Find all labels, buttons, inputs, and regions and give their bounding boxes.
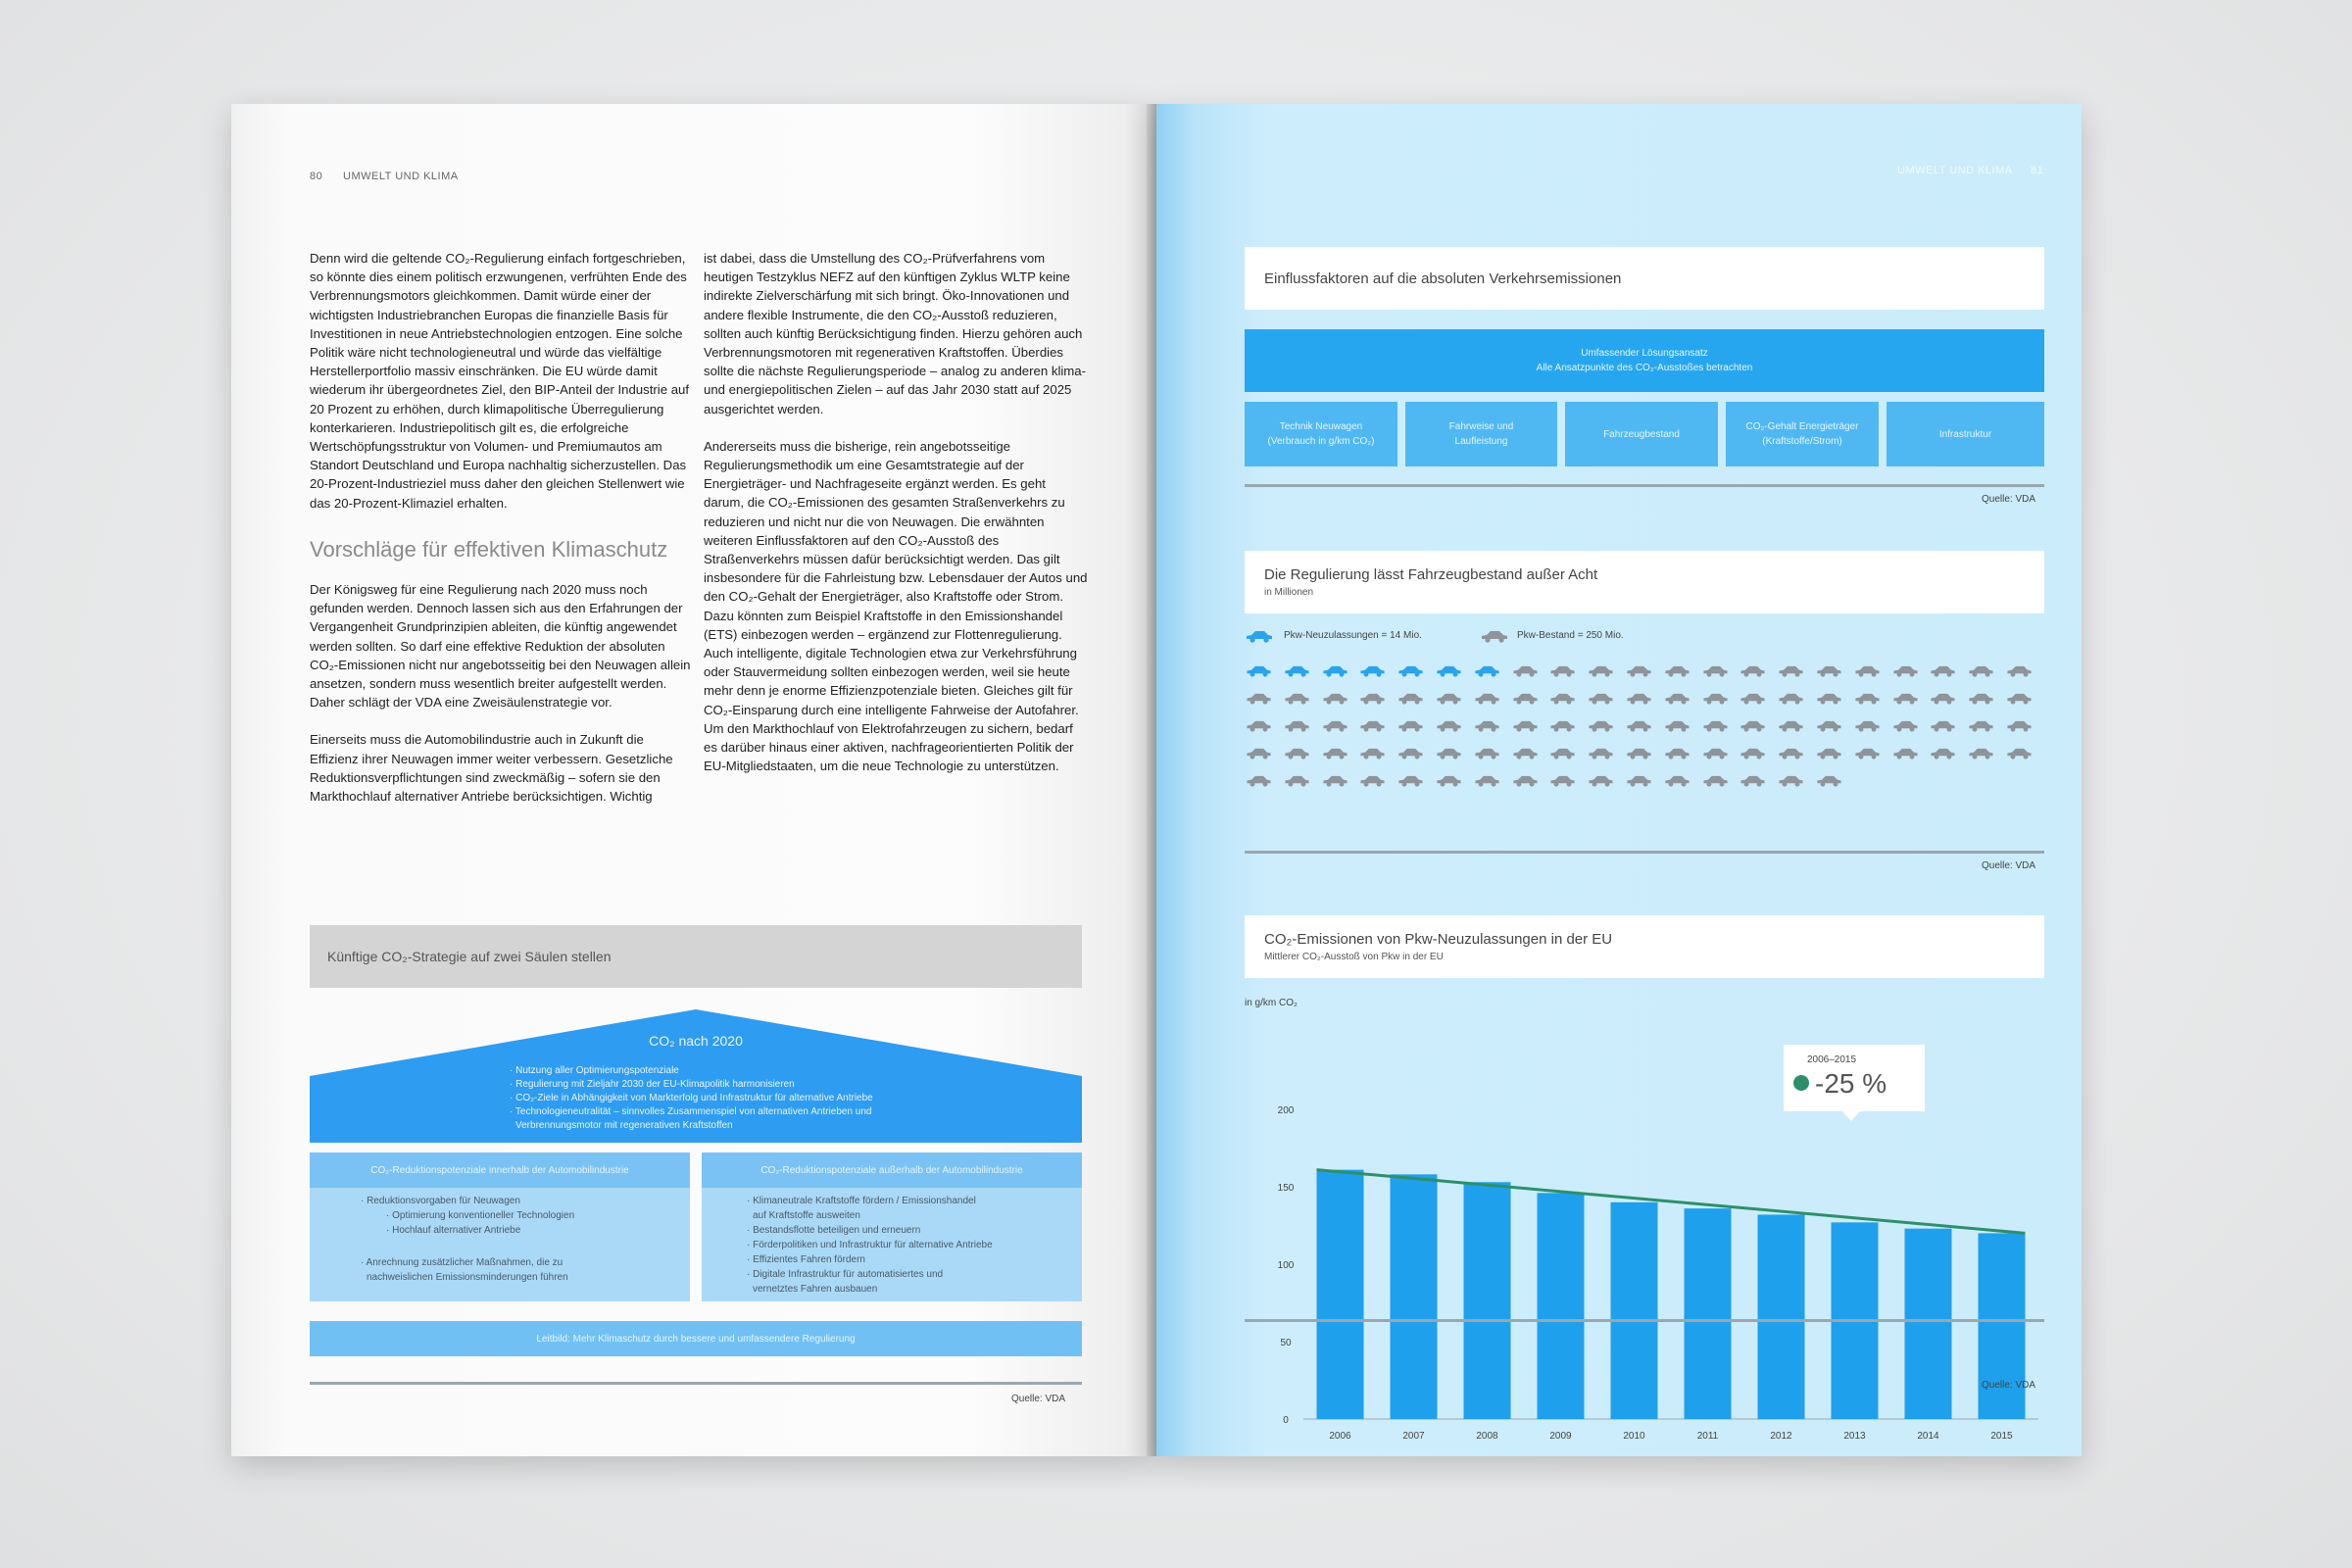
car-icon-stock — [2005, 692, 2034, 705]
roof-title: CO₂ nach 2020 — [649, 1033, 743, 1049]
roof-item: · Nutzung aller Optimierungspotenziale — [510, 1065, 679, 1076]
source-note: Quelle: VDA — [1982, 494, 2036, 505]
car-icon-new — [1358, 664, 1387, 677]
bar-2011 — [1685, 1208, 1732, 1419]
car-icon-stock — [1435, 774, 1463, 787]
roof-item: Verbrennungsmotor mit regenerativen Kraftstoffen — [515, 1120, 733, 1131]
factor-box: Technik Neuwagen (Verbrauch in g/km CO₂) — [1245, 402, 1397, 466]
pillar-item: · Optimierung konventioneller Technologien — [386, 1210, 575, 1221]
car-icon-stock — [1511, 774, 1540, 787]
factor-box: CO₂-Gehalt Energieträger (Kraftstoffe/Strom) — [1726, 402, 1879, 466]
legend-stock: Pkw-Bestand = 250 Mio. — [1517, 630, 1624, 641]
car-icon-stock — [1663, 747, 1691, 760]
car-icon-stock — [1245, 719, 1273, 732]
paragraph: Der Königsweg für eine Regulierung nach 2020 muss noch gefunden werden. Dennoch lassen sich aus den Erfahrungen der Vergangenheit Grundprinzipien ableiten, die künftig angewendet werden sollten. So darf eine effektive Reduktion der absoluten CO₂-Emissionen nicht nur angebotsseitig bei den Neuwagen allein ansetzen, sondern muss wesentlich breiter aufgestellt werden. Daher schlägt der VDA eine Zweisäulenstrategie vor. — [310, 582, 691, 710]
car-icon-stock — [1396, 774, 1425, 787]
bar-2015 — [1979, 1233, 2026, 1419]
car-icon-stock — [1663, 719, 1691, 732]
car-icon-stock — [1511, 719, 1540, 732]
y-axis-unit: in g/km CO₂ — [1245, 998, 1298, 1008]
callout-period: 2006–2015 — [1807, 1054, 1857, 1065]
callout-pointer — [1842, 1111, 1860, 1121]
car-icon-new — [1396, 664, 1425, 677]
car-icon-stock — [1777, 719, 1805, 732]
car-icon-stock — [1283, 692, 1311, 705]
car-icon-stock — [1473, 719, 1501, 732]
car-icon-stock — [1396, 719, 1425, 732]
car-icon-stock — [1625, 719, 1653, 732]
car-icon-stock — [1777, 664, 1805, 677]
y-tick-label: 0 — [1283, 1415, 1289, 1426]
car-icon-stock — [1245, 774, 1273, 787]
subheading: Vorschläge für effektiven Klimaschutz — [310, 537, 668, 562]
factor-box: Infrastruktur — [1886, 402, 2044, 466]
car-icon — [1480, 629, 1509, 643]
car-icon-stock — [1777, 774, 1805, 787]
car-icon-stock — [1701, 747, 1730, 760]
car-icon-stock — [1511, 747, 1540, 760]
car-icon-stock — [1358, 692, 1387, 705]
car-icon-stock — [1321, 719, 1349, 732]
car-icon-stock — [1701, 774, 1730, 787]
car-icon-stock — [1853, 692, 1882, 705]
car-icon-stock — [1587, 774, 1615, 787]
roof-list — [510, 1064, 960, 1133]
bar-2014 — [1905, 1229, 1952, 1419]
pillar-left-title: CO₂-Reduktionspotenziale innerhalb der Automobilindustrie — [310, 1152, 690, 1188]
car-icon-stock — [1701, 692, 1730, 705]
right-page — [1156, 104, 2082, 1456]
roof-item: · Regulierung mit Zieljahr 2030 der EU-Klimapolitik harmonisieren — [510, 1079, 795, 1090]
x-tick-label: 2013 — [1843, 1431, 1866, 1442]
car-icon-stock — [1701, 719, 1730, 732]
pillar-item: · Reduktionsvorgaben für Neuwagen — [361, 1196, 520, 1206]
car-icon-stock — [1435, 747, 1463, 760]
car-icon-stock — [1891, 664, 1920, 677]
pillar-item: · Digitale Infrastruktur für automatisiertes und — [747, 1269, 944, 1280]
car-icon-stock — [1739, 692, 1767, 705]
divider — [1245, 484, 2044, 487]
car-icon-stock — [1929, 747, 1957, 760]
car-icon-stock — [1283, 719, 1311, 732]
car-icon-stock — [1358, 774, 1387, 787]
divider — [1245, 1319, 2044, 1322]
fleet-title — [1245, 551, 2044, 613]
car-icon-stock — [1511, 664, 1540, 677]
pillar-item: · Hochlauf alternativer Antriebe — [386, 1225, 521, 1236]
car-icon-stock — [1358, 719, 1387, 732]
bar-2008 — [1464, 1182, 1511, 1419]
pillar-item: vernetztes Fahren ausbauen — [753, 1284, 878, 1295]
car-icon-stock — [1739, 664, 1767, 677]
car-icon-stock — [1321, 692, 1349, 705]
car-icon-stock — [1967, 664, 1995, 677]
roof-item: · Technologieneutralität – sinnvolles Zusammenspiel von alternativen Antrieben und — [510, 1106, 872, 1117]
section-header-right: UMWELT UND KLIMA — [1897, 165, 2013, 176]
car-icon-stock — [1663, 774, 1691, 787]
car-icon-stock — [1625, 747, 1653, 760]
paragraph: Denn wird die geltende CO₂-Regulierung einfach fortgeschrieben, so könnte dies einem politisch erzwungenen, verfrühten Ende des Verbrennungsmotors gleichkommen. Damit würde einer der wichtigsten Industriebranchen Europas die finanzielle Basis für Investitionen in neue Antriebstechnologien entzogen. Eine solche Politik wäre nicht technologieneutral und würde das vielfältige Herstellerportfolio massiv einschränken. Die EU würde damit wiederum ihr übergeordnetes Ziel, den BIP-Anteil der Industrie auf 20 Prozent zu erhöhen, durch klimapolitische Überregulierung konterkarieren. Industriepolitisch gilt es, die erfolgreiche Wertschöpfungsstruktur von Volumen- und Premiumautos am Standort Deutschland und Europa nachhaltig sicherzustellen. Das 20-Prozent-Industrieziel muss daher den gleichen Stellenwert wie das 20-Prozent-Klimaziel erhalten. — [310, 251, 690, 511]
bar-2012 — [1758, 1214, 1805, 1419]
car-icon-new — [1245, 664, 1273, 677]
car-icon-stock — [1891, 719, 1920, 732]
car-icon-stock — [1777, 692, 1805, 705]
column-2 — [704, 249, 1088, 794]
factors-boxes — [1245, 402, 2044, 466]
divider — [1245, 851, 2044, 854]
car-grid — [1245, 664, 2044, 811]
car-icon-stock — [1891, 692, 1920, 705]
car-icon-stock — [1853, 747, 1882, 760]
car-icon-stock — [1891, 747, 1920, 760]
emissions-subtitle: Mittlerer CO₂-Ausstoß von Pkw in der EU — [1264, 952, 1444, 962]
y-tick-label: 50 — [1280, 1338, 1292, 1348]
car-icon-stock — [1853, 719, 1882, 732]
car-icon-stock — [1815, 664, 1843, 677]
car-icon-stock — [1625, 774, 1653, 787]
left-page — [231, 104, 1152, 1456]
car-icon-stock — [1739, 747, 1767, 760]
pillar-item: · Anrechnung zusätzlicher Maßnahmen, die zu — [361, 1257, 564, 1268]
car-icon-stock — [1587, 664, 1615, 677]
y-tick-label: 150 — [1277, 1183, 1295, 1194]
pillar-item: · Bestandsflotte beteiligen und erneuern — [747, 1225, 921, 1236]
car-icon-stock — [1245, 692, 1273, 705]
source-note: Quelle: VDA — [1982, 1380, 2036, 1391]
column-1 — [310, 249, 694, 531]
car-icon-stock — [1321, 774, 1349, 787]
car-icon-stock — [1435, 692, 1463, 705]
car-icon-stock — [1283, 774, 1311, 787]
emissions-title-text: CO₂-Emissionen von Pkw-Neuzulassungen in der EU — [1264, 931, 1613, 948]
column-1-cont — [310, 580, 694, 824]
pillar-item: · Effizientes Fahren fördern — [747, 1254, 865, 1265]
car-icon-stock — [1815, 719, 1843, 732]
x-tick-label: 2007 — [1402, 1431, 1425, 1442]
car-icon-stock — [1548, 692, 1577, 705]
bar-2009 — [1538, 1193, 1585, 1419]
strategy-foundation: Leitbild: Mehr Klimaschutz durch bessere und umfassendere Regulierung — [310, 1321, 1082, 1356]
car-icon-stock — [2005, 747, 2034, 760]
x-tick-label: 2011 — [1696, 1431, 1719, 1442]
car-icon-stock — [1587, 692, 1615, 705]
pillar-left-list — [310, 1188, 690, 1285]
pillar-right-list — [702, 1188, 1082, 1297]
car-icon-stock — [2005, 664, 2034, 677]
factors-banner — [1245, 329, 2044, 392]
car-icon-stock — [1587, 719, 1615, 732]
trend-dot-icon — [1793, 1075, 1809, 1091]
car-icon-stock — [1853, 664, 1882, 677]
factor-box: Fahrweise und Laufleistung — [1405, 402, 1557, 466]
car-icon-stock — [1663, 692, 1691, 705]
car-icon-stock — [1815, 692, 1843, 705]
divider — [310, 1382, 1082, 1385]
bar-2006 — [1317, 1170, 1364, 1419]
pillar-item: nachweislichen Emissionsminderungen führen — [367, 1272, 568, 1283]
y-tick-label: 100 — [1277, 1260, 1295, 1271]
bar-2010 — [1611, 1202, 1658, 1419]
x-tick-label: 2006 — [1329, 1431, 1351, 1442]
source-note: Quelle: VDA — [1011, 1394, 1066, 1404]
car-icon-stock — [1396, 747, 1425, 760]
page-number-left: 80 — [310, 171, 323, 182]
fleet-subtitle: in Millionen — [1264, 587, 1314, 598]
car-icon-stock — [1283, 747, 1311, 760]
car-icon-stock — [1625, 692, 1653, 705]
x-tick-label: 2010 — [1623, 1431, 1645, 1442]
pillar-right-title: CO₂-Reduktionspotenziale außerhalb der Automobilindustrie — [702, 1152, 1082, 1188]
car-icon-stock — [1473, 692, 1501, 705]
factors-title — [1245, 247, 2044, 310]
car-icon-stock — [1701, 664, 1730, 677]
strategy-title: Künftige CO₂-Strategie auf zwei Säulen stellen — [310, 925, 1082, 988]
car-icon-stock — [1815, 747, 1843, 760]
source-note: Quelle: VDA — [1982, 860, 2036, 871]
car-icon-stock — [1587, 747, 1615, 760]
car-icon — [1245, 629, 1274, 643]
car-icon-stock — [1548, 747, 1577, 760]
car-icon-stock — [1548, 774, 1577, 787]
pillar-item: auf Kraftstoffe ausweiten — [753, 1210, 860, 1221]
paragraph: Einerseits muss die Automobilindustrie auch in Zukunft die Effizienz ihrer Neuwagen immer weiter verbessern. Gesetzliche Reduktionsverpflichtungen sind zweckmäßig – sofern sie den Markthochlauf alternativer Antriebe berücksichtigen. Wichtig — [310, 732, 673, 805]
car-icon-stock — [1967, 719, 1995, 732]
car-icon-stock — [1815, 774, 1843, 787]
car-icon-stock — [1358, 747, 1387, 760]
car-icon-stock — [1548, 664, 1577, 677]
pillar-left — [310, 1152, 690, 1301]
car-icon-stock — [1739, 774, 1767, 787]
car-icon-stock — [1777, 747, 1805, 760]
page-number-right: 81 — [2031, 165, 2044, 176]
car-icon-stock — [1548, 719, 1577, 732]
car-icon-new — [1283, 664, 1311, 677]
car-icon-stock — [1245, 747, 1273, 760]
x-tick-label: 2009 — [1549, 1431, 1572, 1442]
car-icon-new — [1321, 664, 1349, 677]
car-icon-stock — [1625, 664, 1653, 677]
banner-line: Umfassender Lösungsansatz — [1581, 348, 1708, 359]
car-icon-stock — [1967, 692, 1995, 705]
pillar-right — [702, 1152, 1082, 1301]
emissions-title — [1245, 915, 2044, 978]
car-icon-stock — [1929, 664, 1957, 677]
car-icon-new — [1435, 664, 1463, 677]
fleet-title-text: Die Regulierung lässt Fahrzeugbestand außer Acht — [1264, 566, 1598, 583]
y-tick-label: 200 — [1277, 1105, 1295, 1116]
callout — [1784, 1045, 1925, 1111]
car-icon-new — [1473, 664, 1501, 677]
x-tick-label: 2014 — [1917, 1431, 1939, 1442]
paragraph: Andererseits muss die bisherige, rein angebotsseitige Regulierungsmethodik um eine Gesamtstrategie auf der Energieträger- und Nachfrageseite ergänzt werden. Es geht darum, die CO₂-Emissionen des gesamten Straßenverkehrs zu reduzieren und nicht nur die von Neuwagen. Die erwähnten weiteren Einflussfaktoren auf den CO₂-Ausstoß des Straßenverkehrs müssen dafür berücksichtigt werden. Das gilt insbesondere für die Fahrleistung bzw. Lebensdauer der Autos und den CO₂-Gehalt der Energieträger, also Kraftstoffe oder Strom. Dazu könnten zum Beispiel Kraftstoffe in den Emissionshandel (ETS) einbezogen werden – ergänzend zur Flottenregulierung. Auch intelligente, digitale Technologien etwa zur Verkehrsführung oder Stauvermeidung sollten einbezogen werden, weil sie heute mehr denn je enorme Effizienzpotenziale bieten. Gleiches gilt für CO₂-Einsparung durch eine intelligente Fahrweise der Autofahrer. Um den Markthochlauf von Elektrofahrzeugen zu sichern, bedarf es darüber hinaus einer aktiven, nachfrageorientierten Politik der EU-Mitgliedstaaten, um die neue Technologie zu unterstützen. — [704, 438, 1088, 774]
pillar-item: · Förderpolitiken und Infrastruktur für alternative Antriebe — [747, 1240, 993, 1250]
car-icon-stock — [1473, 747, 1501, 760]
roof-item: · CO₂-Ziele in Abhängigkeit von Markterfolg und Infrastruktur für alternative Antriebe — [510, 1093, 873, 1103]
x-tick-label: 2008 — [1476, 1431, 1498, 1442]
car-icon-stock — [1396, 692, 1425, 705]
pillar-item: · Klimaneutrale Kraftstoffe fördern / Emissionshandel — [747, 1196, 976, 1206]
car-icon-stock — [1967, 747, 1995, 760]
banner-line: Alle Ansatzpunkte des CO₂-Ausstoßes betrachten — [1536, 363, 1753, 373]
bar-2007 — [1391, 1174, 1438, 1419]
car-icon-stock — [1321, 747, 1349, 760]
factors-title-text: Einflussfaktoren auf die absoluten Verkehrsemissionen — [1264, 270, 1622, 287]
paragraph: ist dabei, dass die Umstellung des CO₂-Prüfverfahrens vom heutigen Testzyklus NEFZ auf den künftigen Zyklus WLTP keine indirekte Zielverschärfung mit sich bringt. Öko-Innovationen und andere flexible Instrumente, die den CO₂-Ausstoß reduzieren, sollten auch künftig Berücksichtigung finden. Hierzu gehören auch Verbrennungsmotoren mit regenerativen Kraftstoffen. Überdies sollte die nächste Regulierungsperiode – analog zu anderen klima- und energiepolitischen Zielen – auf das Jahr 2030 statt auf 2025 ausgerichtet werden. — [704, 251, 1087, 416]
car-icon-stock — [1929, 719, 1957, 732]
x-tick-label: 2015 — [1990, 1431, 2013, 1442]
car-icon-stock — [1739, 719, 1767, 732]
car-icon-stock — [1435, 719, 1463, 732]
car-icon-stock — [1473, 774, 1501, 787]
car-icon-stock — [1511, 692, 1540, 705]
factor-box: Fahrzeugbestand — [1565, 402, 1718, 466]
car-icon-stock — [2005, 719, 2034, 732]
section-header-left: UMWELT UND KLIMA — [343, 171, 459, 182]
x-tick-label: 2012 — [1770, 1431, 1792, 1442]
legend-new: Pkw-Neuzulassungen = 14 Mio. — [1284, 630, 1422, 641]
callout-value: -25 % — [1815, 1068, 1887, 1099]
car-icon-stock — [1663, 664, 1691, 677]
car-icon-stock — [1929, 692, 1957, 705]
